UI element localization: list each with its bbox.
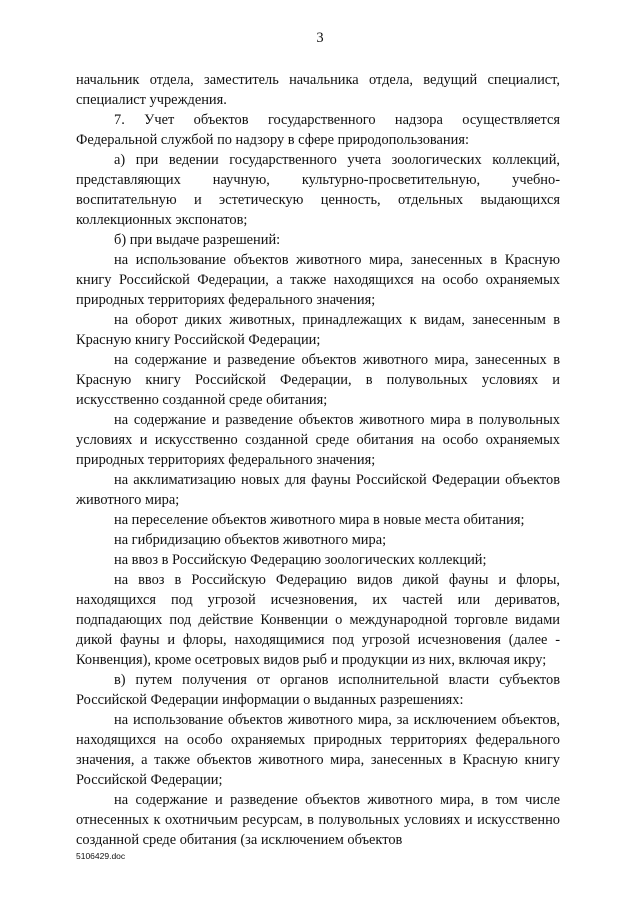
- paragraph: на ввоз в Российскую Федерацию видов дикой фауны и флоры, находящихся под угрозой исчезновения, их частей или дериватов, подпадающих под действие Конвенции о международной торговле видами дикой фауны и флоры, находящимися под угрозой исчезновения (далее - Конвенция), кроме осетровых видов рыб и продукции из них, включая икру;: [76, 572, 560, 668]
- paragraph: на гибридизацию объектов животного мира;: [114, 532, 387, 548]
- paragraph: на содержание и разведение объектов животного мира в полувольных условиях и искусственно созданной среде обитания на особо охраняемых природных территориях федерального значения;: [76, 412, 560, 468]
- footer-file-code: 5106429.doc: [76, 851, 126, 861]
- paragraph: на содержание и разведение объектов животного мира, в том числе отнесенных к охотничьим ресурсам, в полувольных условиях и искусственно созданной среде обитания (за исключением объектов: [76, 792, 560, 848]
- paragraph: на содержание и разведение объектов животного мира, занесенных в Красную книгу Российской Федерации, в полувольных условиях и искусственно созданной среде обитания;: [76, 352, 560, 408]
- document-body: [76, 70, 560, 850]
- paragraph: на акклиматизацию новых для фауны Российской Федерации объектов животного мира;: [76, 472, 560, 508]
- paragraph: на использование объектов животного мира, за исключением объектов, находящихся на особо охраняемых природных территориях федерального значения, а также объектов животного мира, занесенных в Красную книгу Российской Федерации;: [76, 712, 560, 788]
- paragraph: а) при ведении государственного учета зоологических коллекций, представляющих научную, культурно-просветительную, учебно-воспитательную и эстетическую ценность, отдельных выдающихся коллекционных экспонатов;: [76, 152, 560, 228]
- paragraph: начальник отдела, заместитель начальника отдела, ведущий специалист, специалист учреждения.: [76, 72, 560, 108]
- paragraph: на переселение объектов животного мира в новые места обитания;: [114, 512, 525, 528]
- paragraph: в) путем получения от органов исполнительной власти субъектов Российской Федерации информации о выданных разрешениях:: [76, 672, 560, 708]
- paragraph: 7. Учет объектов государственного надзора осуществляется Федеральной службой по надзору в сфере природопользования:: [76, 112, 560, 148]
- page-number: 3: [316, 30, 324, 46]
- paragraph: б) при выдаче разрешений:: [114, 232, 281, 248]
- paragraph: на использование объектов животного мира, занесенных в Красную книгу Российской Федерации, а также находящихся на особо охраняемых природных территориях федерального значения;: [76, 252, 560, 308]
- paragraph: на ввоз в Российскую Федерацию зоологических коллекций;: [114, 552, 487, 568]
- paragraph: на оборот диких животных, принадлежащих к видам, занесенным в Красную книгу Российской Федерации;: [76, 312, 560, 348]
